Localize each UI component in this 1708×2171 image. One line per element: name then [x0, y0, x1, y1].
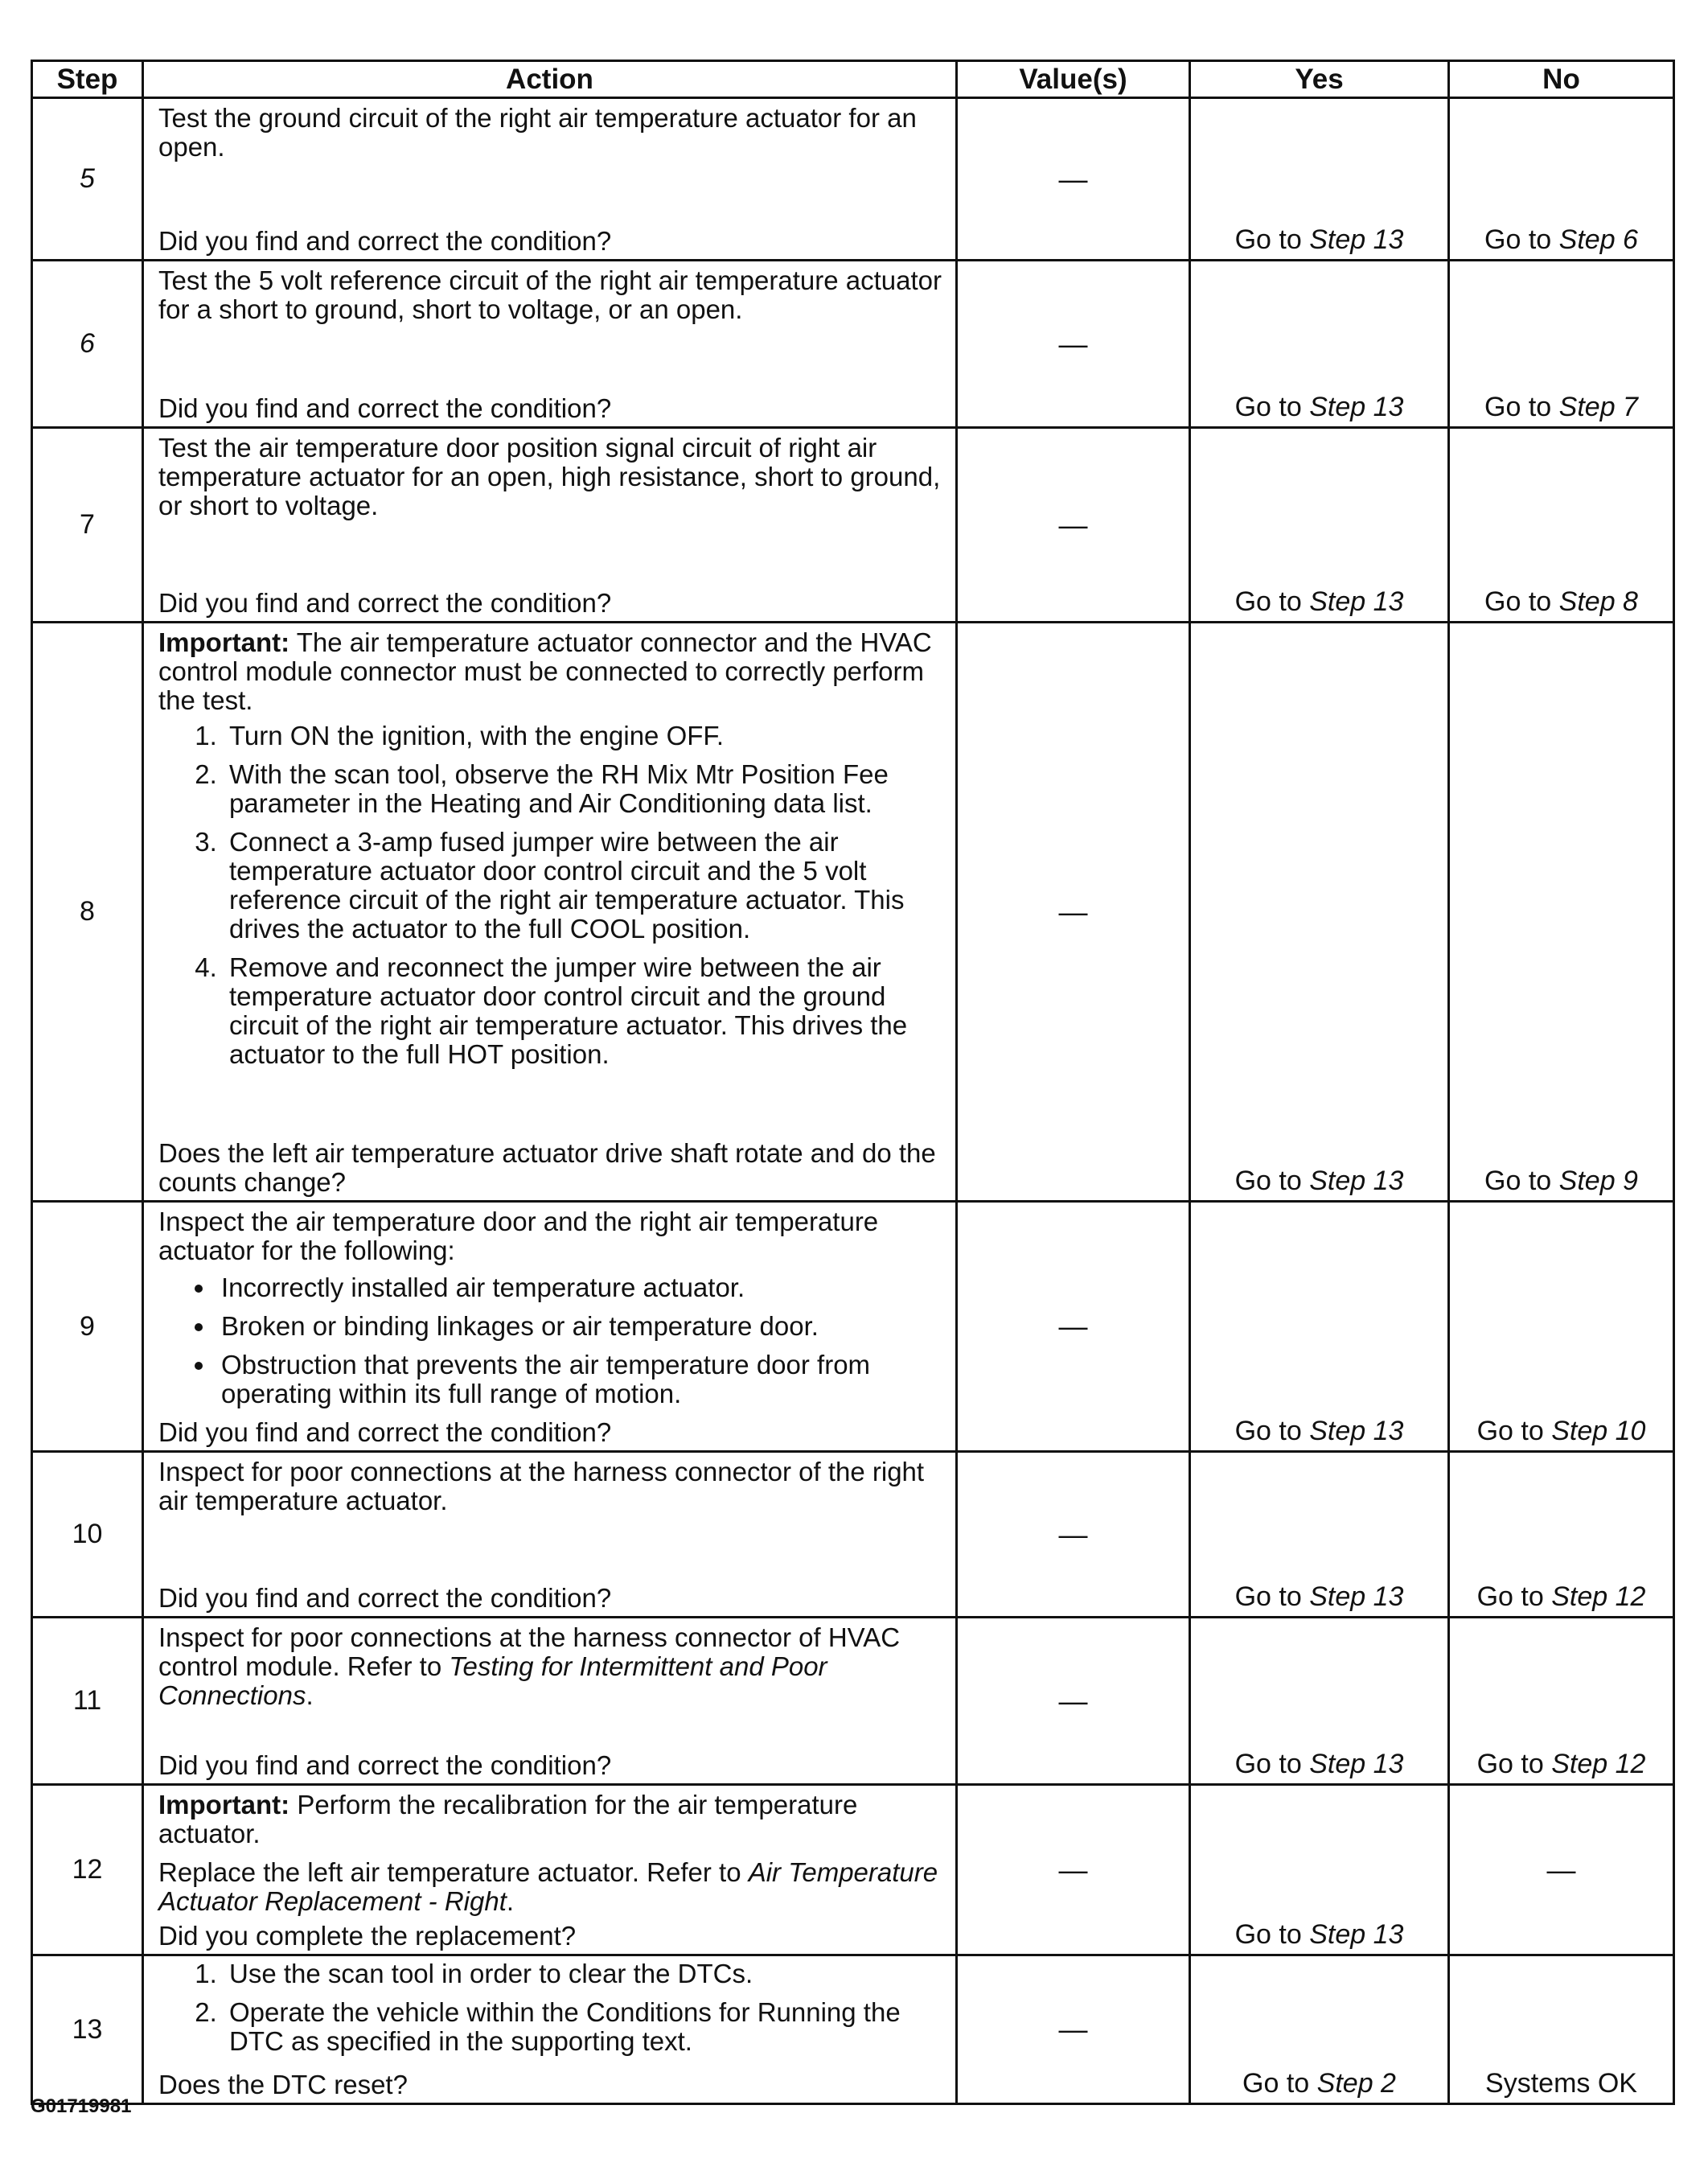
yes-cell: [1190, 98, 1449, 261]
no-cell: [1449, 428, 1674, 623]
table-row-step-6: [32, 261, 1674, 428]
action-text: [144, 429, 955, 621]
header-values: Value(s): [957, 61, 1190, 98]
action-text: [144, 1786, 955, 1954]
step-number: 13: [32, 1955, 143, 2104]
action-question: Did you find and correct the condition?: [158, 1750, 612, 1780]
no-cell: [1449, 98, 1674, 261]
action-question: Did you find and correct the condition?: [158, 1583, 612, 1613]
value-cell: —: [957, 623, 1190, 1202]
period: .: [506, 1886, 515, 1916]
period: .: [306, 1680, 314, 1710]
goto-label: Go to: [1484, 586, 1552, 617]
procedure-list: [158, 722, 944, 1069]
list-item: 1. Use the scan tool in order to clear the DTCs.: [224, 1959, 944, 1988]
header-action: Action: [143, 61, 957, 98]
yes-step-ref: Step 13: [1309, 224, 1404, 255]
table-row-step-10: [32, 1452, 1674, 1618]
goto-label: Go to: [1484, 1166, 1552, 1196]
action-text: [144, 1453, 955, 1616]
list-item: 2. Operate the vehicle within the Conditions for Running the DTC as specified in the supporting text.: [224, 1998, 944, 2056]
value-cell: —: [957, 98, 1190, 261]
yes-step-ref: Step 13: [1309, 392, 1404, 422]
no-cell: Systems OK: [1449, 1955, 1674, 2104]
action-question: Did you find and correct the condition?: [158, 1417, 612, 1447]
list-item: 1. Turn ON the ignition, with the engine OFF.: [224, 722, 944, 750]
reference-link[interactable]: Air Temperature Actuator Replacement - Right: [158, 1857, 938, 1916]
no-step-ref: Step 9: [1558, 1166, 1638, 1196]
goto-label: Go to: [1234, 224, 1302, 255]
goto-label: Go to: [1242, 2068, 1310, 2099]
value-cell: —: [957, 1785, 1190, 1955]
yes-cell: [1190, 1785, 1449, 1955]
header-row: [32, 61, 1674, 98]
yes-cell: [1190, 428, 1449, 623]
diagnostic-table: [31, 60, 1675, 2105]
action-text: [144, 1618, 955, 1783]
table-row-step-9: [32, 1202, 1674, 1452]
goto-label: Go to: [1484, 392, 1552, 422]
yes-cell: [1190, 1618, 1449, 1785]
action-instruction: [158, 1858, 944, 1916]
action-question: Did you find and correct the condition?: [158, 226, 612, 256]
table-row-step-13: [32, 1955, 1674, 2104]
step-number: 9: [32, 1202, 143, 1452]
goto-label: Go to: [1234, 1416, 1302, 1446]
goto-label: Go to: [1234, 1581, 1302, 1612]
list-item: • Obstruction that prevents the air temperature door from operating within its full range of motion.: [216, 1351, 944, 1408]
no-step-ref: Step 8: [1558, 586, 1638, 617]
instruction-text: Inspect for poor connections at the harness connector of HVAC control module. Refer to: [158, 1622, 901, 1681]
important-label: Important:: [158, 1790, 290, 1819]
no-cell: [1449, 1452, 1674, 1618]
step-number: 5: [32, 98, 143, 261]
procedure-list: [158, 1959, 944, 2066]
table-row-step-7: [32, 428, 1674, 623]
step-number: 6: [32, 261, 143, 428]
no-step-ref: Step 12: [1551, 1749, 1646, 1779]
no-cell: [1449, 1618, 1674, 1785]
no-cell: —: [1449, 1785, 1674, 1955]
goto-label: Go to: [1234, 1919, 1302, 1950]
list-item: • Incorrectly installed air temperature actuator.: [216, 1273, 944, 1302]
value-cell: —: [957, 1955, 1190, 2104]
yes-step-ref: Step 2: [1316, 2068, 1396, 2099]
important-text: Perform the recalibration for the air temperature actuator.: [158, 1790, 858, 1848]
yes-cell: [1190, 1202, 1449, 1452]
yes-cell: [1190, 1955, 1449, 2104]
action-instruction: Test the ground circuit of the right air temperature actuator for an open.: [158, 103, 917, 162]
list-item: • Broken or binding linkages or air temperature door.: [216, 1312, 944, 1341]
table-row-step-5: [32, 98, 1674, 261]
value-cell: —: [957, 1452, 1190, 1618]
action-question: Does the DTC reset?: [158, 2070, 408, 2099]
goto-label: Go to: [1234, 1166, 1302, 1196]
value-cell: —: [957, 428, 1190, 623]
important-label: Important:: [158, 627, 290, 657]
no-step-ref: Step 7: [1558, 392, 1638, 422]
list-item: 3. Connect a 3-amp fused jumper wire between the air temperature actuator door control circuit and the 5 volt reference circuit of the right air temperature actuator. This drives the actuator to the full COOL position.: [224, 828, 944, 944]
header-no: No: [1449, 61, 1674, 98]
goto-label: Go to: [1234, 392, 1302, 422]
action-text: [144, 261, 955, 426]
table-row-step-12: [32, 1785, 1674, 1955]
no-cell: [1449, 1202, 1674, 1452]
value-cell: —: [957, 261, 1190, 428]
yes-step-ref: Step 13: [1309, 1581, 1404, 1612]
goto-label: Go to: [1476, 1416, 1544, 1446]
action-instruction: Inspect the air temperature door and the right air temperature actuator for the following:: [158, 1207, 879, 1265]
yes-step-ref: Step 13: [1309, 586, 1404, 617]
step-number: 10: [32, 1452, 143, 1618]
action-instruction: Test the 5 volt reference circuit of the right air temperature actuator for a short to ground, short to voltage, or an open.: [158, 265, 942, 324]
action-question: Did you find and correct the condition?: [158, 588, 612, 618]
goto-label: Go to: [1476, 1581, 1544, 1612]
action-question: Does the left air temperature actuator drive shaft rotate and do the counts change?: [158, 1138, 936, 1197]
important-note: [158, 1791, 944, 1848]
yes-step-ref: Step 13: [1309, 1166, 1404, 1196]
yes-cell: [1190, 261, 1449, 428]
header-yes: Yes: [1190, 61, 1449, 98]
yes-step-ref: Step 13: [1309, 1749, 1404, 1779]
yes-cell: [1190, 1452, 1449, 1618]
reference-link[interactable]: Testing for Intermittent and Poor Connections: [158, 1651, 827, 1710]
goto-label: Go to: [1234, 586, 1302, 617]
no-step-ref: Step 6: [1558, 224, 1638, 255]
action-text: [144, 1203, 955, 1450]
step-number: 7: [32, 428, 143, 623]
no-cell: [1449, 623, 1674, 1202]
header-step: Step: [32, 61, 143, 98]
action-text: [144, 1956, 955, 2103]
action-question: Did you complete the replacement?: [158, 1921, 577, 1951]
goto-label: Go to: [1476, 1749, 1544, 1779]
no-cell: [1449, 261, 1674, 428]
instruction-text: Replace the left air temperature actuator. Refer to: [158, 1857, 749, 1887]
figure-id: G01719981: [31, 2095, 132, 2117]
yes-step-ref: Step 13: [1309, 1416, 1404, 1446]
action-text: [144, 99, 955, 259]
step-number: 12: [32, 1785, 143, 1955]
goto-label: Go to: [1234, 1749, 1302, 1779]
action-text: [144, 623, 955, 1200]
goto-label: Go to: [1484, 224, 1552, 255]
important-text: The air temperature actuator connector and the HVAC control module connector must be connected to correctly perform the test.: [158, 627, 932, 715]
yes-step-ref: Step 13: [1309, 1919, 1404, 1950]
action-question: Did you find and correct the condition?: [158, 393, 612, 423]
table-row-step-11: [32, 1618, 1674, 1785]
list-item: 4. Remove and reconnect the jumper wire between the air temperature actuator door control circuit and the ground circuit of the right air temperature actuator. This drives the actuator to the full HOT position.: [224, 953, 944, 1069]
list-item: 2. With the scan tool, observe the RH Mix Mtr Position Fee parameter in the Heating and Air Conditioning data list.: [224, 760, 944, 818]
action-instruction: Test the air temperature door position signal circuit of right air temperature actuator for an open, high resistance, short to ground, or short to voltage.: [158, 433, 941, 520]
action-instruction: [158, 1623, 944, 1710]
table-row-step-8: [32, 623, 1674, 1202]
inspection-list: [158, 1273, 944, 1408]
step-number: 11: [32, 1618, 143, 1785]
important-note: [158, 628, 944, 715]
action-instruction: Inspect for poor connections at the harness connector of the right air temperature actuator.: [158, 1457, 925, 1515]
step-number: 8: [32, 623, 143, 1202]
yes-cell: [1190, 623, 1449, 1202]
value-cell: —: [957, 1202, 1190, 1452]
no-step-ref: Step 12: [1551, 1581, 1646, 1612]
no-step-ref: Step 10: [1551, 1416, 1646, 1446]
value-cell: —: [957, 1618, 1190, 1785]
